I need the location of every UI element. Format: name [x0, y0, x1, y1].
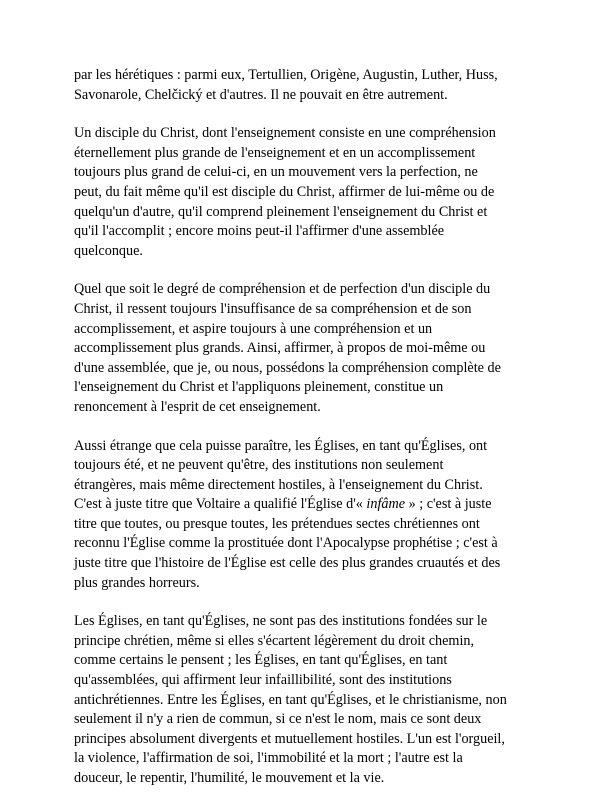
paragraph-heretics: par les hérétiques : parmi eux, Tertullien, Origène, Augustin, Luther, Huss, Savonarole, Chelčický et d'autres. Il ne pouvait en être autrement. — [74, 67, 498, 103]
paragraph-disciple: Un disciple du Christ, dont l'enseignement consiste en une compréhension éternellement plus grande de l'enseignement et en un accomplissement toujours plus grand de celui-ci, en un mouvement vers la perfection, ne peut, du fait même qu'il est disciple du Christ, affirmer de lui-même ou de quelqu'un d'autre, qu'il comprend pleinement l'enseignement du Christ et qu'il l'accomplit ; encore moins peut-il l'affirmer d'une assemblée quelconque. — [74, 125, 496, 259]
paragraph-churches-hostile-part1: Aussi étrange que cela puisse paraître, les Églises, en tant qu'Églises, ont toujours été, et ne peuvent qu'être, des institutions non seulement étrangères, mais même directement hostiles, à l'enseignement du Christ. C'est à juste titre que Voltaire a qualifié l'Église d'« — [74, 437, 488, 513]
paragraph-churches-antichristian: Les Églises, en tant qu'Églises, ne sont pas des institutions fondées sur le principe chrétien, même si elles s'écartent légèrement du droit chemin, comme certains le pensent ; les Églises, en tant qu'Églises, en tant qu'assemblées, qui affirment leur infaillibilité, sont des institutions antichrétiennes. Entre les Églises, en tant qu'Églises, et le christianisme, non seulement il n'y a rien de commun, si ce n'est le nom, mais ce sont deux principes absolument divergents et mutuellement hostiles. L'un est l'orgueil, la violence, l'affirmation de soi, l'immobilité et la mort ; l'autre est la douceur, le repentir, l'humilité, le mouvement et la vie. — [74, 613, 507, 786]
paragraph-churches-hostile — [74, 437, 544, 594]
paragraph-understanding: Quel que soit le degré de compréhension et de perfection d'un disciple du Christ, il ressent toujours l'insuffisance de sa compréhension et de son accomplissement, et aspire toujours à une compréhension et un accomplissement plus grands. Ainsi, affirmer, à propos de moi-même ou d'une assemblée, que je, ou nous, possédons la compréhension complète de l'enseignement du Christ et l'appliquons pleinement, constitue un renoncement à l'esprit de cet enseignement. — [74, 281, 501, 415]
emphasis-infame: infâme — [366, 496, 406, 513]
document-page — [74, 66, 544, 808]
paragraph-churches-hostile-part2: » ; c'est à juste titre que toutes, ou presque toutes, les prétendues sectes chrétiennes ont reconnu l'Église comme la prostituée dont l'Apocalypse prophétise ; c'est à juste titre que l'histoire de l'Église est celle des plus grandes cruautés et des plus grandes horreurs. — [74, 496, 501, 591]
